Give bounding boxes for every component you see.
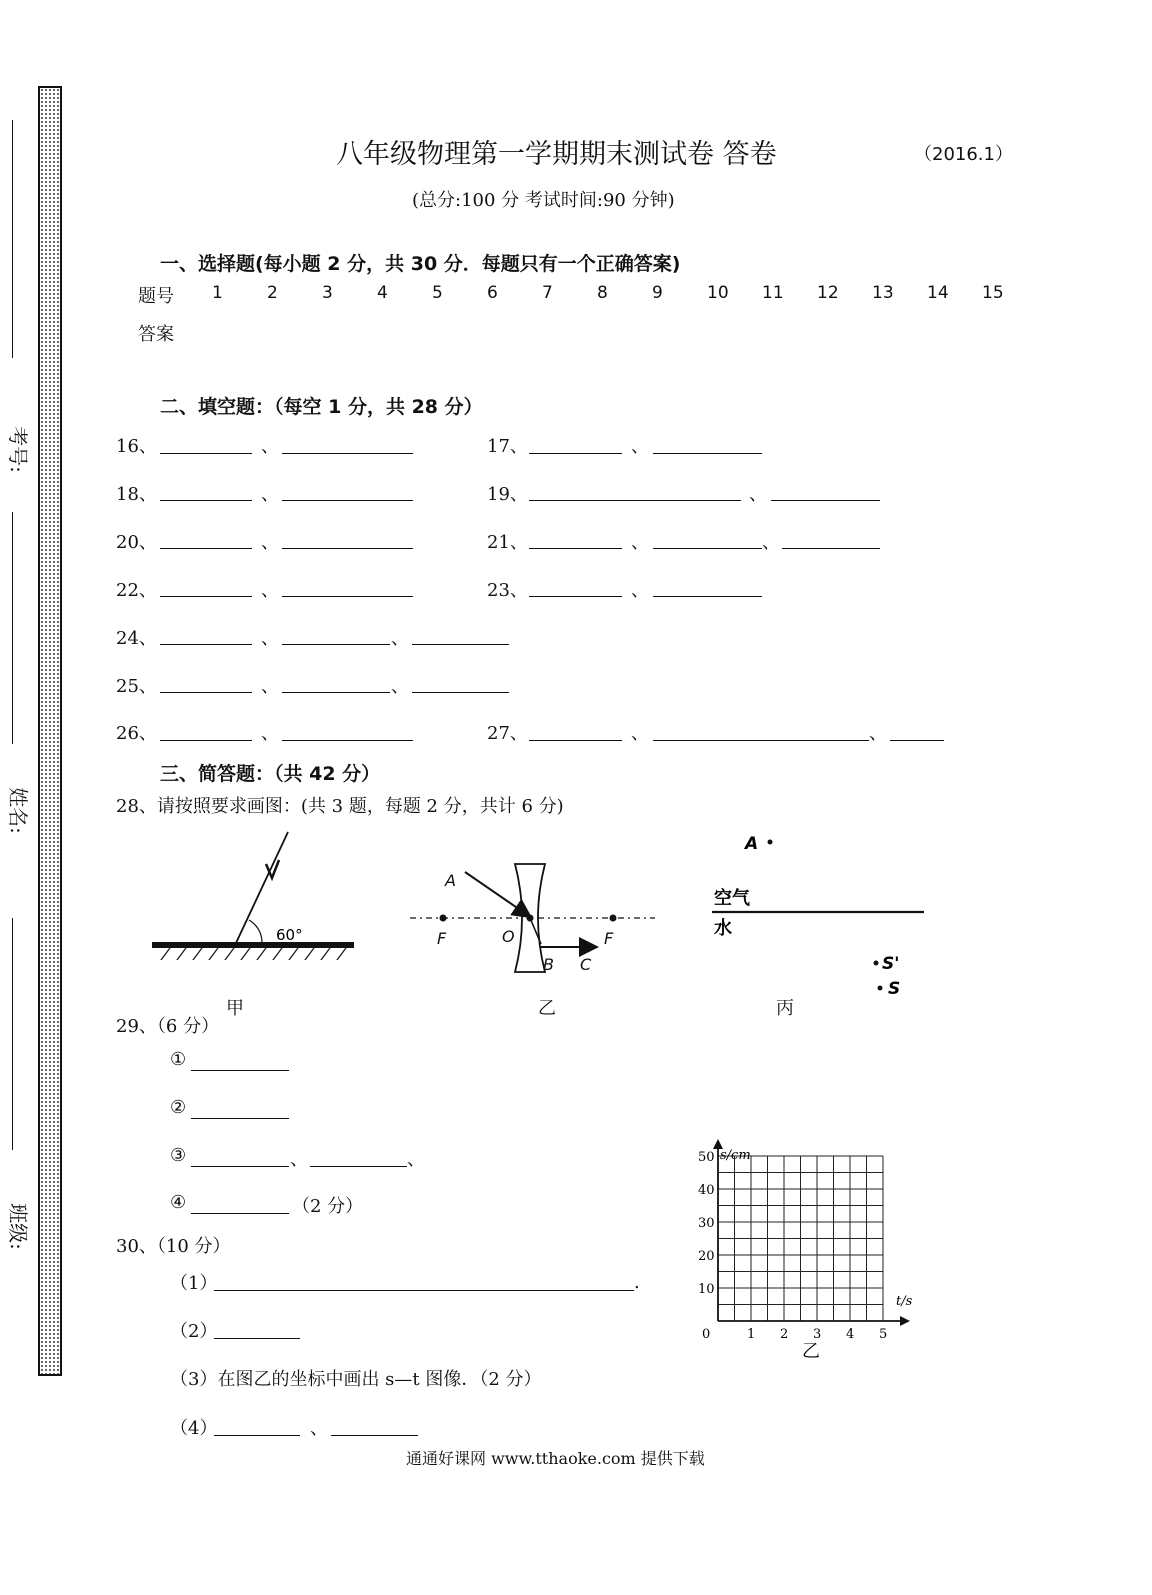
separator: 、: [631, 436, 649, 457]
section1-heading: 一、选择题(每小题 2 分，共 30 分．每题只有一个正确答案): [160, 253, 681, 275]
separator: 、: [631, 532, 649, 553]
name-label: 姓名:: [5, 787, 30, 834]
answer-blank[interactable]: [282, 548, 413, 549]
separator: 、: [261, 532, 279, 553]
answer-blank[interactable]: [214, 1435, 300, 1436]
y-tick-label: 30: [698, 1216, 715, 1231]
answer-blank[interactable]: [214, 1290, 634, 1291]
exam-number-label: 考号:: [5, 426, 30, 473]
answer-row-label: 答案: [138, 324, 174, 345]
q29-item-4: ④: [170, 1192, 187, 1213]
svg-text:F: F: [437, 929, 447, 948]
binding-line-3: [12, 918, 13, 1150]
blank-label-23: 23、: [487, 580, 528, 601]
angle-label: 60°: [276, 926, 303, 944]
mc-number: 10: [707, 283, 729, 303]
separator: 、: [261, 723, 279, 744]
air-label: 空气: [714, 888, 750, 909]
caption-bing: 丙: [776, 998, 794, 1019]
mc-number: 15: [982, 283, 1004, 303]
answer-blank[interactable]: [282, 692, 390, 693]
q29-item-1: ①: [170, 1049, 187, 1070]
svg-text:O: O: [502, 927, 515, 946]
answer-blank[interactable]: [160, 453, 252, 454]
x-tick-label: 0: [702, 1327, 711, 1342]
class-label: 班级:: [5, 1203, 30, 1250]
x-tick-label: 5: [879, 1327, 888, 1342]
page-title: 八年级物理第一学期期末测试卷 答卷: [336, 139, 777, 170]
question-number-label: 题号: [138, 286, 174, 307]
graph-caption: 乙: [802, 1341, 820, 1362]
blank-label-16: 16、: [116, 436, 157, 457]
separator: 、: [261, 580, 279, 601]
separator: 、: [261, 676, 279, 697]
answer-blank[interactable]: [529, 740, 622, 741]
separator: 、: [631, 580, 649, 601]
blank-label-25: 25、: [116, 676, 157, 697]
blank-label-27: 27、: [487, 723, 528, 744]
page-subtitle: (总分:100 分 考试时间:90 分钟): [412, 190, 675, 211]
mc-number: 13: [872, 283, 894, 303]
mc-number: 12: [817, 283, 839, 303]
answer-blank[interactable]: [191, 1213, 289, 1214]
y-tick-label: 50: [698, 1150, 715, 1165]
separator: 、: [869, 723, 887, 744]
answer-blank[interactable]: [160, 548, 252, 549]
answer-blank[interactable]: [160, 692, 252, 693]
answer-blank[interactable]: [771, 500, 880, 501]
answer-blank[interactable]: [653, 453, 762, 454]
blank-label-18: 18、: [116, 484, 157, 505]
answer-blank[interactable]: [653, 740, 869, 741]
answer-blank[interactable]: [529, 453, 622, 454]
q29-text: 29、（6 分）: [116, 1016, 220, 1037]
answer-blank[interactable]: [191, 1070, 289, 1071]
svg-text:B: B: [543, 955, 554, 974]
q28-text: 28、请按照要求画图：(共 3 题，每题 2 分，共计 6 分): [116, 796, 564, 817]
y-axis-label: s/cm: [720, 1148, 751, 1163]
answer-blank[interactable]: [529, 596, 622, 597]
answer-blank[interactable]: [160, 596, 252, 597]
y-tick-label: 10: [698, 1282, 715, 1297]
separator: 、: [261, 484, 279, 505]
svg-text:A: A: [445, 871, 456, 890]
figure-bing-refraction: [700, 825, 940, 1000]
answer-blank[interactable]: [214, 1338, 300, 1339]
blank-label-26: 26、: [116, 723, 157, 744]
separator: 、: [762, 532, 780, 553]
mc-number: 6: [487, 283, 498, 303]
water-label: 水: [714, 918, 732, 939]
answer-blank[interactable]: [282, 740, 413, 741]
x-tick-label: 1: [747, 1327, 756, 1342]
svg-text:F: F: [604, 929, 614, 948]
answer-blank[interactable]: [331, 1435, 418, 1436]
mc-number: 2: [267, 283, 278, 303]
answer-blank[interactable]: [890, 740, 944, 741]
blank-label-20: 20、: [116, 532, 157, 553]
section2-heading: 二、填空题：（每空 1 分，共 28 分）: [160, 396, 483, 418]
binding-strip: [38, 86, 62, 1376]
q29-item-2: ②: [170, 1097, 187, 1118]
svg-text:S': S': [882, 954, 900, 974]
mc-number: 4: [377, 283, 388, 303]
svg-text:C: C: [580, 955, 592, 974]
answer-blank[interactable]: [653, 596, 762, 597]
x-axis-label: t/s: [896, 1294, 913, 1309]
q30-item-4: （4）: [170, 1418, 218, 1439]
mc-number: 1: [212, 283, 223, 303]
separator: 、: [391, 676, 409, 697]
answer-blank[interactable]: [160, 500, 252, 501]
q30-item-1-end: .: [634, 1272, 640, 1293]
separator: 、: [261, 436, 279, 457]
blank-label-22: 22、: [116, 580, 157, 601]
mc-number: 11: [762, 283, 784, 303]
blank-label-19: 19、: [487, 484, 528, 505]
q30-item-2: （2）: [170, 1321, 218, 1342]
section3-heading: 三、简答题：（共 42 分）: [160, 763, 381, 785]
q29-item-3: ③: [170, 1145, 187, 1166]
figure-yi-lens: [405, 858, 665, 983]
separator: 、: [391, 628, 409, 649]
blank-label-17: 17、: [487, 436, 528, 457]
answer-blank[interactable]: [160, 740, 252, 741]
graph-grid: [718, 1156, 883, 1321]
answer-blank[interactable]: [412, 644, 509, 645]
binding-line-2: [12, 512, 13, 744]
x-tick-label: 3: [813, 1327, 822, 1342]
svg-text:A: A: [745, 834, 759, 854]
caption-jia: 甲: [226, 998, 244, 1019]
mc-number: 9: [652, 283, 663, 303]
y-tick-label: 20: [698, 1249, 715, 1264]
q30-item-3: （3）在图乙的坐标中画出 s—t 图像．（2 分）: [170, 1369, 542, 1390]
answer-blank[interactable]: [282, 644, 390, 645]
mc-number: 14: [927, 283, 949, 303]
answer-blank[interactable]: [529, 500, 741, 501]
mc-number: 3: [322, 283, 333, 303]
separator: 、: [631, 723, 649, 744]
answer-blank[interactable]: [282, 453, 413, 454]
answer-blank[interactable]: [191, 1166, 289, 1167]
q30-item-1: （1）: [170, 1273, 218, 1294]
svg-text:S: S: [888, 979, 901, 999]
answer-blank[interactable]: [282, 596, 413, 597]
x-tick-label: 4: [846, 1327, 855, 1342]
mc-number: 7: [542, 283, 553, 303]
figure-jia-mirror: [148, 830, 378, 960]
exam-date: （2016.1）: [914, 144, 1013, 165]
mc-number: 8: [597, 283, 608, 303]
blank-label-24: 24、: [116, 628, 157, 649]
answer-blank[interactable]: [412, 692, 509, 693]
answer-blank[interactable]: [653, 548, 762, 549]
x-tick-label: 2: [780, 1327, 789, 1342]
answer-blank[interactable]: [282, 500, 413, 501]
q30-text: 30、（10 分）: [116, 1236, 231, 1257]
separator: 、: [407, 1149, 425, 1170]
separator: 、: [261, 628, 279, 649]
answer-blank[interactable]: [782, 548, 880, 549]
q29-item-4-score: （2 分）: [292, 1196, 364, 1217]
mc-number: 5: [432, 283, 443, 303]
blank-label-21: 21、: [487, 532, 528, 553]
answer-blank[interactable]: [160, 644, 252, 645]
answer-blank[interactable]: [310, 1166, 407, 1167]
answer-blank[interactable]: [191, 1118, 289, 1119]
y-tick-label: 40: [698, 1183, 715, 1198]
x-axis-arrow: [900, 1316, 910, 1326]
separator: 、: [290, 1149, 308, 1170]
separator: 、: [310, 1418, 328, 1439]
caption-yi: 乙: [538, 998, 556, 1019]
binding-line-1: [12, 120, 13, 358]
separator: 、: [749, 484, 767, 505]
footer-text: 通通好课网 www.tthaoke.com 提供下载: [406, 1449, 705, 1468]
answer-blank[interactable]: [529, 548, 622, 549]
st-graph[interactable]: [690, 1135, 930, 1365]
